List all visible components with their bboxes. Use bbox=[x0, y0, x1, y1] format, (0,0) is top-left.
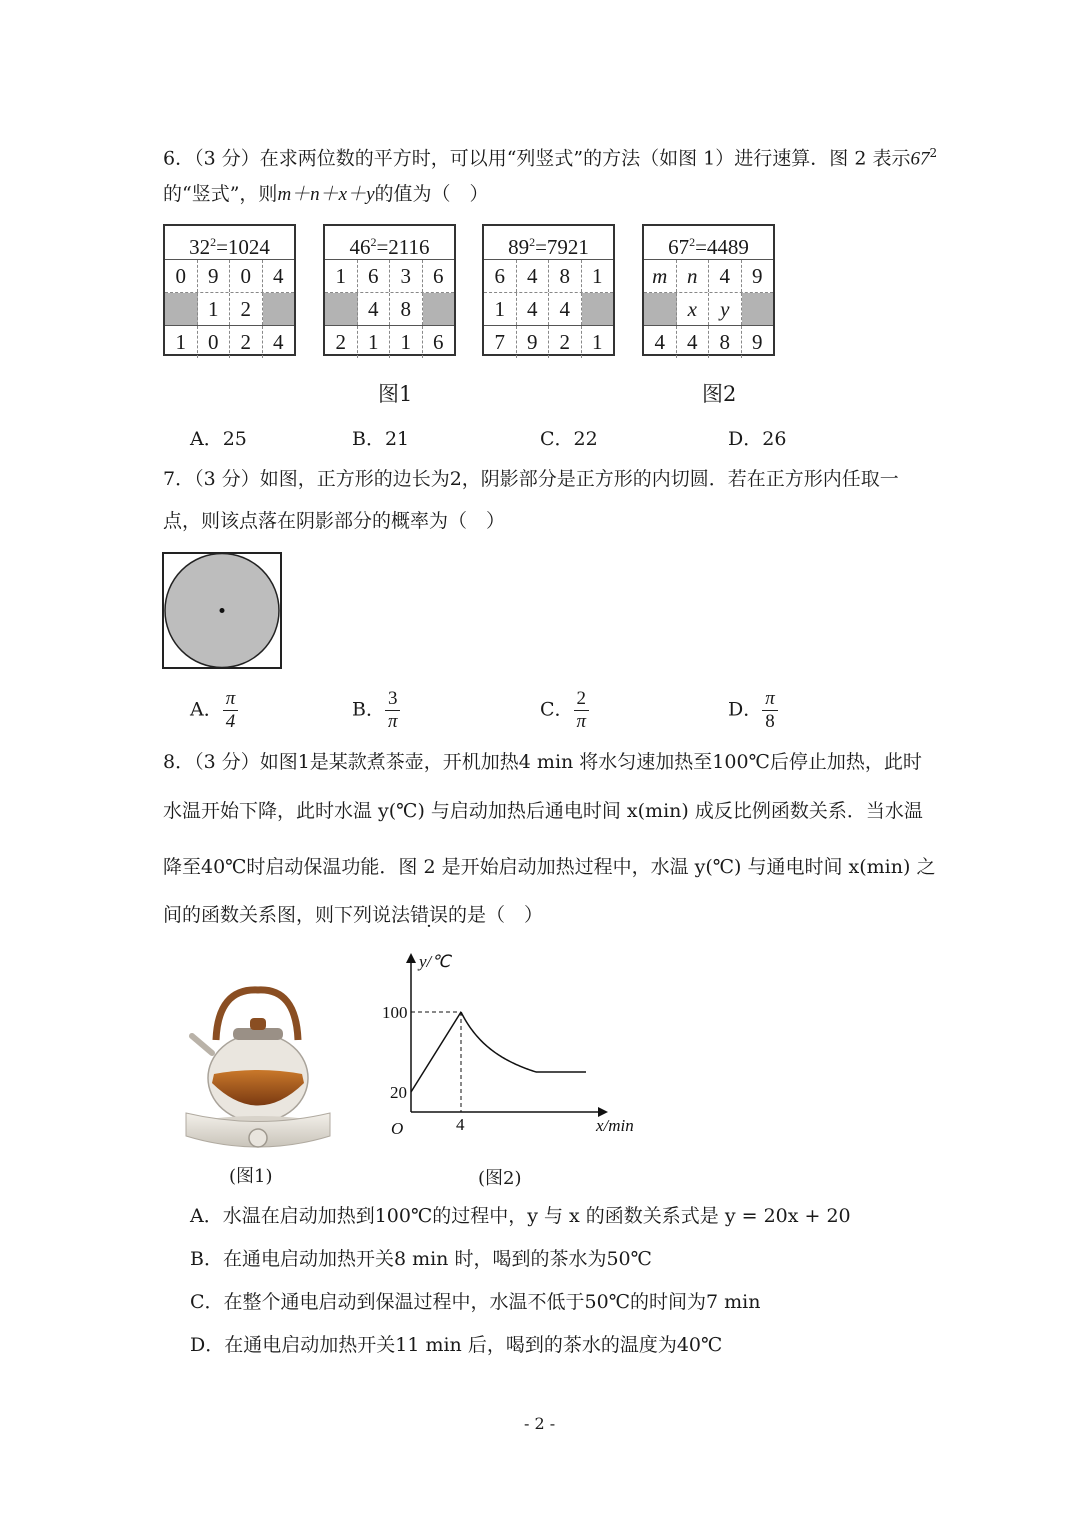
x-axis-label: x/min bbox=[596, 1116, 634, 1135]
origin-label: O bbox=[391, 1119, 404, 1138]
q7-option-c-num: 2 bbox=[574, 688, 590, 711]
digit-cell: 4 bbox=[549, 293, 582, 325]
q8-line4-post: 的是（ ） bbox=[448, 904, 544, 926]
shaded-cell bbox=[644, 293, 677, 325]
q7-option-d[interactable] bbox=[728, 688, 778, 733]
q6-base: 67 bbox=[910, 148, 930, 170]
box-result: =1024 bbox=[216, 235, 270, 259]
shaded-cell bbox=[263, 293, 295, 325]
digit-cell: 4 bbox=[709, 260, 742, 292]
digit-cell: 4 bbox=[358, 293, 391, 325]
box-base: 89 bbox=[508, 235, 530, 259]
digit-cell: 0 bbox=[230, 260, 263, 292]
q8-option-c[interactable]: C．在整个通电启动到保温过程中，水温不低于50℃的时间为7 min bbox=[190, 1291, 761, 1313]
vertical-box-row bbox=[484, 293, 613, 326]
q7-option-d-den: 8 bbox=[765, 711, 775, 732]
vertical-box-header bbox=[644, 226, 773, 260]
q8-fig2-caption: (图2) bbox=[478, 1168, 522, 1189]
vertical-box-3 bbox=[482, 224, 615, 356]
vertical-box-row bbox=[325, 293, 454, 326]
q7-option-c-frac bbox=[574, 688, 590, 733]
digit-cell: 6 bbox=[358, 260, 391, 292]
digit-cell: 4 bbox=[273, 263, 284, 288]
vertical-box-header bbox=[165, 226, 294, 260]
q8-tea-kettle-image bbox=[178, 978, 338, 1153]
vertical-box-row bbox=[165, 326, 294, 358]
digit-cell: 4 bbox=[273, 329, 284, 354]
q7-option-b-label: B． bbox=[352, 698, 385, 721]
q7-option-a-label: A． bbox=[190, 698, 223, 721]
digit-cell: 0 bbox=[165, 260, 198, 292]
digit-cell: 9 bbox=[517, 326, 550, 358]
q8-fig1-caption: (图1) bbox=[229, 1166, 273, 1187]
digit-cell: 0 bbox=[198, 326, 231, 358]
q6-expr: m＋n＋x＋y bbox=[277, 184, 375, 205]
q6-fig2-caption: 图2 bbox=[702, 382, 737, 406]
q7-square-circle-figure bbox=[162, 552, 284, 670]
vertical-box-header bbox=[484, 226, 613, 260]
q7-option-b-frac bbox=[385, 688, 401, 733]
q7-line2: 点，则该点落在阴影部分的概率为（ ） bbox=[163, 510, 506, 532]
digit-cell: 1 bbox=[165, 326, 198, 358]
vertical-box-row bbox=[325, 326, 454, 358]
box-base: 46 bbox=[349, 235, 371, 259]
digit-cell: 2 bbox=[325, 326, 358, 358]
digit-cell: 2 bbox=[230, 293, 263, 325]
q7-option-d-frac bbox=[762, 688, 778, 733]
shaded-cell bbox=[325, 293, 358, 325]
q8-line3: 降至40℃时启动保温功能．图 2 是开始启动加热过程中，水温 y(℃) 与通电时间 x(min) 之 bbox=[163, 856, 936, 878]
vertical-box-row bbox=[484, 326, 613, 358]
vertical-box-row bbox=[484, 260, 613, 293]
digit-cell: 6 bbox=[433, 329, 444, 354]
digit-cell: m bbox=[644, 260, 677, 292]
digit-cell: 1 bbox=[390, 326, 423, 358]
q8-line2: 水温开始下降，此时水温 y(℃) 与启动加热后通电时间 x(min) 成反比例函数关系．当水温 bbox=[163, 800, 923, 822]
q8-temperature-chart bbox=[378, 945, 634, 1145]
digit-cell: 1 bbox=[592, 329, 603, 354]
q6-option-a[interactable]: A．25 bbox=[190, 428, 247, 450]
q7-option-b-den: π bbox=[387, 711, 398, 732]
q6-option-b[interactable]: B．21 bbox=[352, 428, 410, 450]
q7-option-a-den: 4 bbox=[225, 711, 236, 732]
digit-cell: 8 bbox=[390, 293, 423, 325]
q6-option-c[interactable]: C．22 bbox=[540, 428, 598, 450]
vertical-box-row bbox=[325, 260, 454, 293]
q6-fig1-caption: 图1 bbox=[378, 382, 413, 406]
vertical-box-2 bbox=[323, 224, 456, 356]
q8-option-d[interactable]: D．在通电启动加热开关11 min 后，喝到的茶水的温度为40℃ bbox=[190, 1334, 723, 1356]
series-cooling bbox=[461, 1012, 536, 1072]
digit-cell: 1 bbox=[325, 260, 358, 292]
vertical-box-1 bbox=[163, 224, 296, 356]
q7-center-dot bbox=[220, 608, 225, 613]
digit-cell: 6 bbox=[433, 263, 444, 288]
q7-option-b[interactable] bbox=[352, 688, 400, 733]
vertical-box-4 bbox=[642, 224, 775, 356]
digit-cell: 1 bbox=[198, 293, 231, 325]
y-axis-label: y/℃ bbox=[419, 952, 451, 971]
q7-option-c-label: C． bbox=[540, 698, 574, 721]
digit-cell: 6 bbox=[484, 260, 517, 292]
q7-option-a-frac bbox=[223, 688, 239, 733]
box-exp: 2 bbox=[529, 235, 536, 249]
digit-cell: 4 bbox=[677, 326, 710, 358]
digit-cell: 3 bbox=[390, 260, 423, 292]
q7-option-c-den: π bbox=[576, 711, 587, 732]
shaded-cell bbox=[742, 293, 774, 325]
vertical-box-header bbox=[325, 226, 454, 260]
box-result: =2116 bbox=[376, 235, 430, 259]
box-result: =4489 bbox=[695, 235, 749, 259]
digit-cell: 2 bbox=[549, 326, 582, 358]
q8-line4-emphasis: 错误 bbox=[410, 904, 449, 926]
y-tick-label-100: 100 bbox=[382, 1003, 408, 1022]
series-heating bbox=[411, 1012, 461, 1092]
digit-cell: 1 bbox=[592, 263, 603, 288]
box-base: 67 bbox=[668, 235, 690, 259]
q8-line4 bbox=[163, 902, 543, 928]
digit-cell: n bbox=[677, 260, 710, 292]
q6-line2 bbox=[163, 181, 489, 208]
y-axis-arrow bbox=[406, 953, 416, 963]
shaded-cell bbox=[165, 293, 198, 325]
x-tick-label: 4 bbox=[456, 1115, 465, 1134]
vertical-box-row bbox=[165, 293, 294, 326]
vertical-box-row bbox=[165, 260, 294, 293]
vertical-box-row bbox=[644, 260, 773, 293]
q7-option-a-num: π bbox=[223, 688, 239, 711]
q8-line4-pre: 间的函数关系图，则下列说法 bbox=[163, 904, 411, 926]
page-number: - 2 - bbox=[524, 1414, 556, 1433]
box-exp: 2 bbox=[210, 235, 217, 249]
vertical-box-row bbox=[644, 293, 773, 326]
digit-cell: 9 bbox=[752, 329, 763, 354]
digit-cell: 9 bbox=[198, 260, 231, 292]
digit-cell: 1 bbox=[484, 293, 517, 325]
shaded-cell bbox=[582, 293, 614, 325]
digit-cell: 4 bbox=[517, 293, 550, 325]
q7-option-d-num: π bbox=[762, 688, 778, 711]
digit-cell: 7 bbox=[484, 326, 517, 358]
q6-line1 bbox=[163, 140, 937, 172]
box-exp: 2 bbox=[370, 235, 377, 249]
digit-cell: 8 bbox=[709, 326, 742, 358]
box-base: 32 bbox=[189, 235, 211, 259]
digit-cell: 1 bbox=[358, 326, 391, 358]
shaded-cell bbox=[423, 293, 455, 325]
digit-cell: 2 bbox=[230, 326, 263, 358]
q8-option-b[interactable]: B．在通电启动加热开关8 min 时，喝到的茶水为50℃ bbox=[190, 1248, 652, 1270]
q7-option-b-num: 3 bbox=[385, 688, 401, 711]
digit-cell: x bbox=[677, 293, 710, 325]
vertical-box-row bbox=[644, 326, 773, 358]
digit-cell: y bbox=[709, 293, 742, 325]
digit-cell: 4 bbox=[644, 326, 677, 358]
q6-line2-post: 的值为（ ） bbox=[374, 183, 489, 205]
digit-cell: 9 bbox=[752, 263, 763, 288]
box-result: =7921 bbox=[535, 235, 589, 259]
q6-line2-pre: 的“竖式”，则 bbox=[163, 183, 278, 205]
q7-option-c[interactable] bbox=[540, 688, 589, 733]
y-tick-label-20: 20 bbox=[390, 1083, 407, 1102]
q7-line1: 7．（3 分）如图，正方形的边长为2，阴影部分是正方形的内切圆．若在正方形内任取一 bbox=[163, 468, 899, 490]
digit-cell: 4 bbox=[517, 260, 550, 292]
q6-option-d[interactable]: D．26 bbox=[728, 428, 787, 450]
q8-line1: 8．（3 分）如图1是某款煮茶壶，开机加热4 min 将水匀速加热至100℃后停止加热，此时 bbox=[163, 751, 922, 773]
box-exp: 2 bbox=[689, 235, 696, 249]
q8-option-a[interactable]: A．水温在启动加热到100℃的过程中，y 与 x 的函数关系式是 y = 20x + 20 bbox=[190, 1205, 851, 1227]
digit-cell: 8 bbox=[549, 260, 582, 292]
q7-option-d-label: D． bbox=[728, 698, 763, 721]
q6-line1-text: 6．（3 分）在求两位数的平方时，可以用“列竖式”的方法（如图 1）进行速算．图 2 表示 bbox=[163, 147, 911, 170]
q6-exp: 2 bbox=[929, 146, 938, 160]
q7-option-a[interactable] bbox=[190, 688, 238, 733]
